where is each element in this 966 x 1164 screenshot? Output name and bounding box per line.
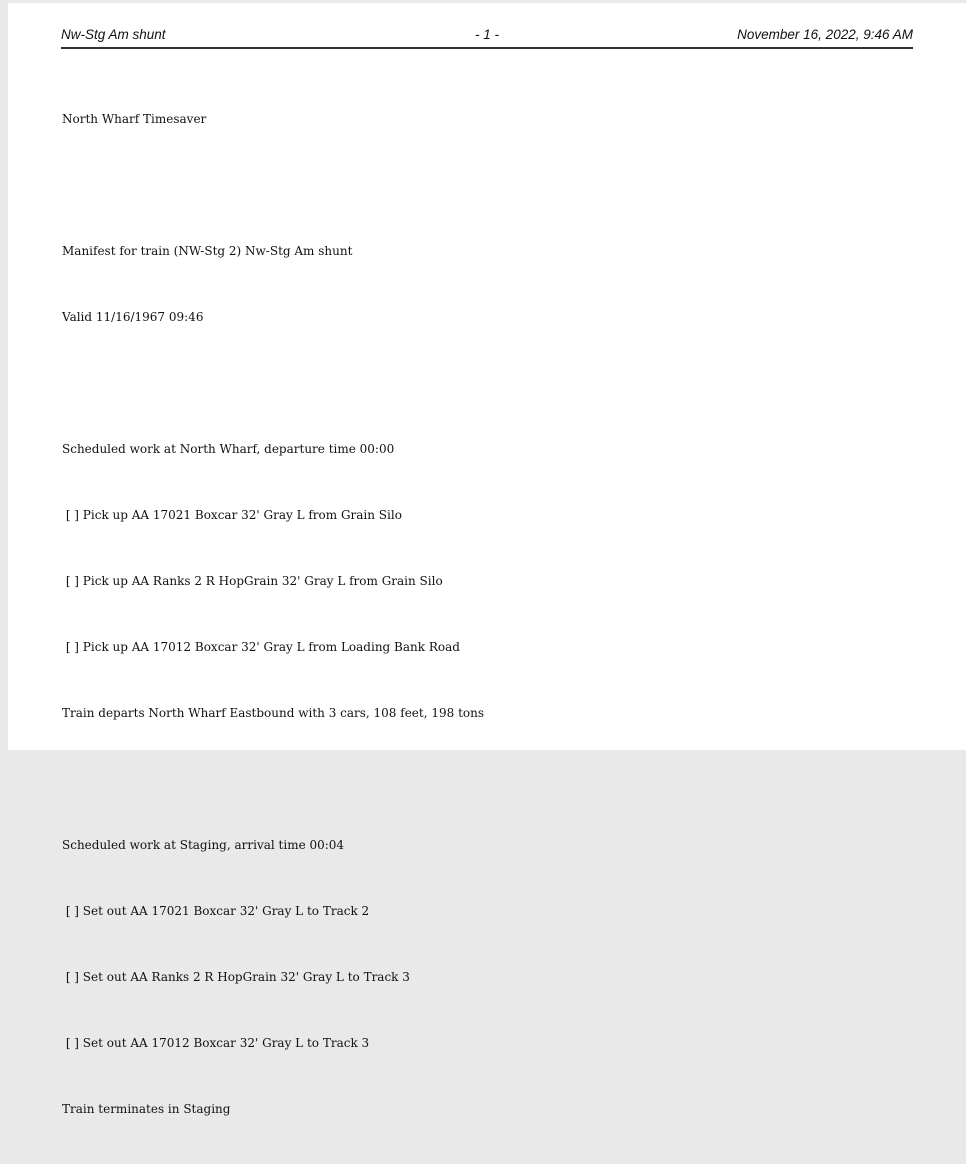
stop-heading-north-wharf: Scheduled work at North Wharf, departure time 00:00 bbox=[62, 442, 395, 456]
work-item: [ ] Set out AA 17021 Boxcar 32' Gray L to Track 2 bbox=[62, 904, 370, 918]
blank-line bbox=[62, 372, 922, 394]
header-print-date: November 16, 2022, 9:46 AM bbox=[737, 27, 913, 42]
report-page bbox=[8, 3, 966, 1116]
work-item: [ ] Set out AA 17012 Boxcar 32' Gray L to Track 3 bbox=[62, 1036, 370, 1050]
work-item: [ ] Pick up AA 17021 Boxcar 32' Gray L from Grain Silo bbox=[62, 508, 402, 522]
departure-summary: Train departs North Wharf Eastbound with 3 cars, 108 feet, 198 tons bbox=[62, 706, 485, 720]
manifest-line: Manifest for train (NW-Stg 2) Nw-Stg Am shunt bbox=[62, 244, 353, 258]
blank-line bbox=[62, 768, 922, 790]
stop-heading-staging: Scheduled work at Staging, arrival time 00:04 bbox=[62, 838, 345, 852]
work-item: [ ] Pick up AA 17012 Boxcar 32' Gray L from Loading Bank Road bbox=[62, 640, 460, 654]
header-train-name: Nw-Stg Am shunt bbox=[61, 27, 166, 42]
blank-line bbox=[62, 174, 922, 196]
report-title: North Wharf Timesaver bbox=[62, 112, 207, 126]
page-header bbox=[61, 25, 913, 49]
work-item: [ ] Set out AA Ranks 2 R HopGrain 32' Gray L to Track 3 bbox=[62, 970, 410, 984]
termination-summary: Train terminates in Staging bbox=[62, 1102, 231, 1116]
header-page-number: - 1 - bbox=[474, 27, 499, 42]
work-item: [ ] Pick up AA Ranks 2 R HopGrain 32' Gray L from Grain Silo bbox=[62, 574, 443, 588]
valid-line: Valid 11/16/1967 09:46 bbox=[62, 310, 204, 324]
manifest-body bbox=[62, 64, 922, 1164]
